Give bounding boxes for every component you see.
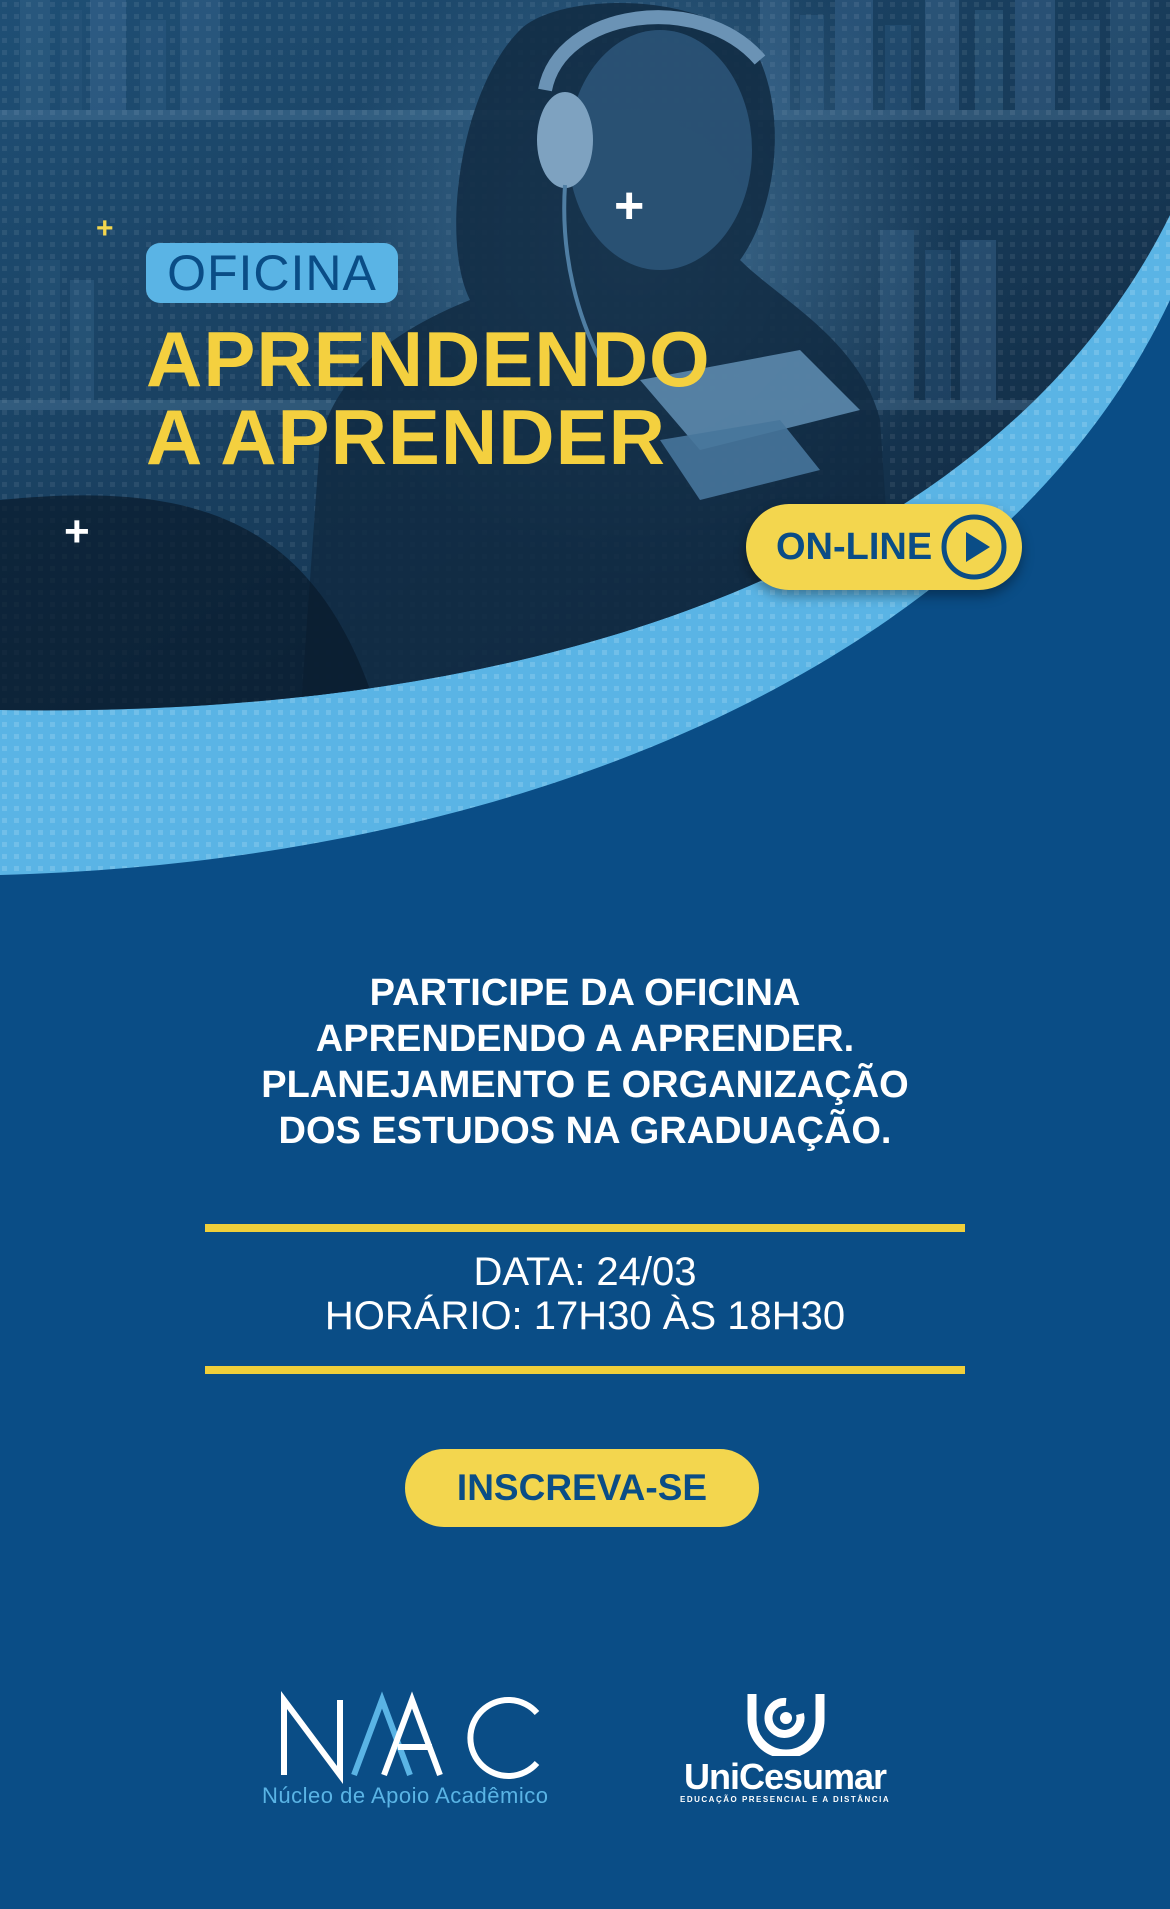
naac-logo-mark <box>262 1685 562 1785</box>
register-button[interactable]: INSCREVA-SE <box>405 1449 759 1527</box>
divider-top <box>205 1224 965 1232</box>
plus-icon: + <box>96 212 114 245</box>
workshop-tag: OFICINA <box>146 243 398 303</box>
unicesumar-name: UniCesumar <box>683 1756 887 1797</box>
naac-caption: Núcleo de Apoio Acadêmico <box>262 1783 549 1808</box>
event-title-line-1: APRENDENDO <box>146 315 711 403</box>
event-time: HORÁRIO: 17H30 ÀS 18H30 <box>324 1294 846 1338</box>
description-line-3: PLANEJAMENTO E ORGANIZAÇÃO <box>261 1064 909 1106</box>
event-title-line-2: A APRENDER <box>146 393 666 481</box>
online-button[interactable] <box>746 504 1022 590</box>
plus-icon: + <box>614 177 645 235</box>
event-title <box>146 315 786 481</box>
event-description <box>160 970 1010 1154</box>
unicesumar-logo <box>680 1690 890 1810</box>
description-line-1: PARTICIPE DA OFICINA <box>369 972 801 1014</box>
play-icon <box>940 513 1008 581</box>
event-date: DATA: 24/03 <box>473 1250 697 1294</box>
description-line-4: DOS ESTUDOS NA GRADUAÇÃO. <box>278 1110 892 1152</box>
description-line-2: APRENDENDO A APRENDER. <box>315 1018 855 1060</box>
event-schedule <box>205 1250 965 1338</box>
naac-logo <box>262 1685 562 1810</box>
online-button-label: ON-LINE <box>776 526 933 568</box>
unicesumar-tagline: EDUCAÇÃO PRESENCIAL E A DISTÂNCIA <box>680 1795 891 1804</box>
plus-icon: + <box>64 507 90 556</box>
unicesumar-emblem <box>744 1690 828 1756</box>
divider-bottom <box>205 1366 965 1374</box>
